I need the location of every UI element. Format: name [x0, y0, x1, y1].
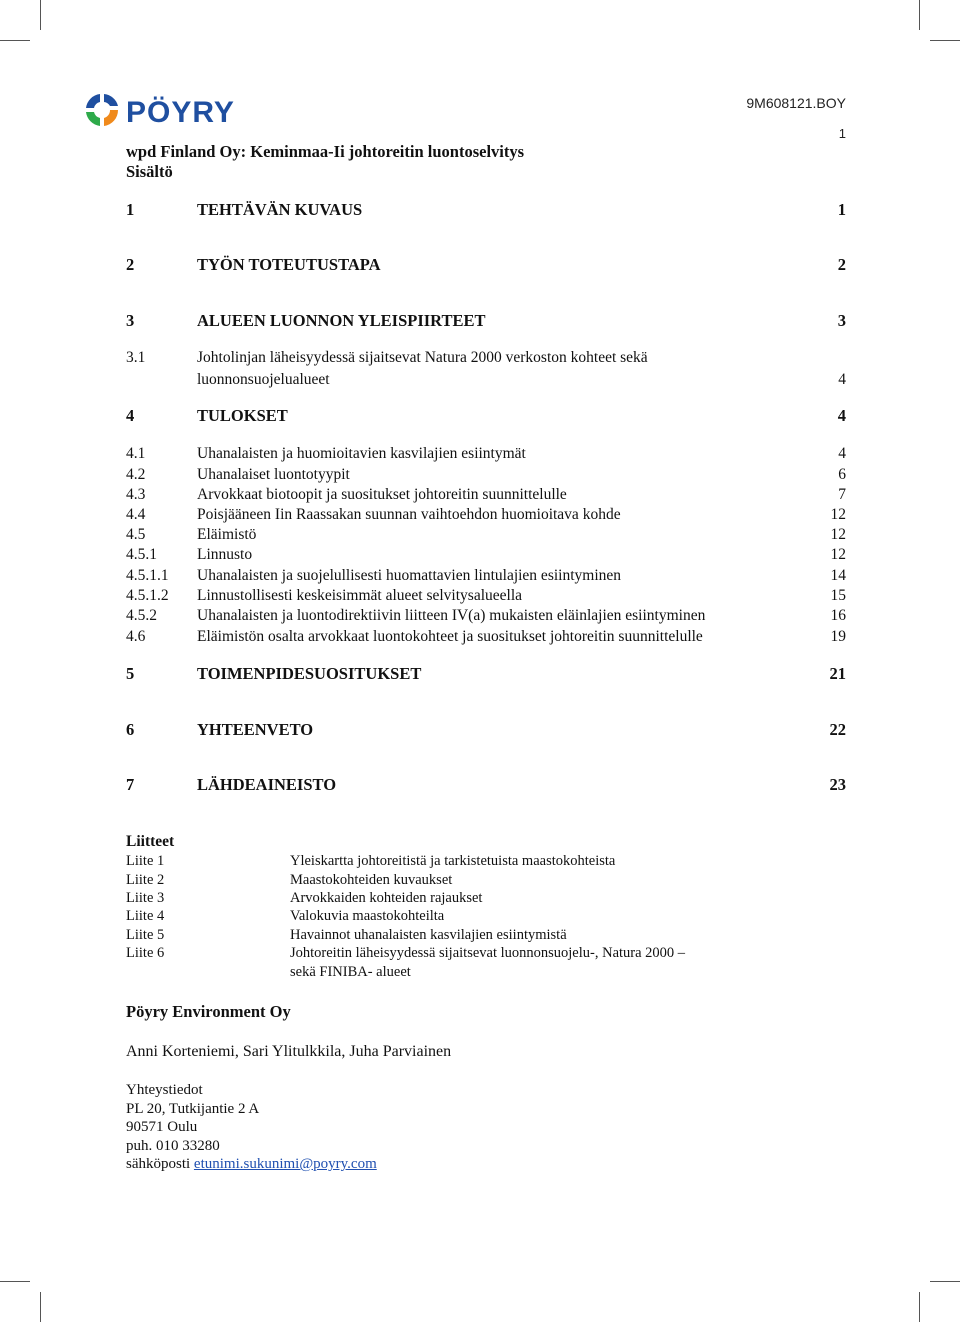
toc-number: 5	[126, 664, 135, 683]
toc-page: 12	[830, 506, 846, 523]
appendix-label: Liite 6	[126, 945, 165, 961]
toc-number: 3	[126, 311, 135, 330]
toc-number: 6	[126, 720, 135, 739]
toc-text: Poisjääneen Iin Raassakan suunnan vaihtoehdon huomioitava kohde	[197, 506, 621, 523]
svg-text:PÖYRY: PÖYRY	[126, 96, 235, 129]
toc-text: Arvokkaat biotoopit ja suositukset johtoreitin suunnittelulle	[197, 486, 567, 503]
crop-mark	[919, 1292, 920, 1322]
toc-text: Uhanalaisten ja suojelullisesti huomattavien lintulajien esiintyminen	[197, 567, 622, 584]
email-link[interactable]: etunimi.sukunimi@poyry.com	[193, 1156, 377, 1172]
appendix-description: Arvokkaiden kohteiden rajaukset	[290, 890, 483, 906]
appendix-description-continued: sekä FINIBA- alueet	[290, 964, 411, 980]
toc-text: Linnustollisesti keskeisimmät alueet selvitysalueella	[197, 587, 523, 604]
toc-number: 4.1	[126, 445, 146, 462]
toc-page: 7	[838, 486, 846, 503]
appendix-description: Valokuvia maastokohteilta	[290, 908, 445, 924]
toc-page: 16	[830, 607, 846, 624]
crop-mark	[0, 40, 30, 41]
toc-page: 4	[838, 445, 846, 462]
appendix-description: Johtoreitin läheisyydessä sijaitsevat luonnonsuojelu-, Natura 2000 –	[290, 945, 686, 961]
email-label: sähköposti	[126, 1156, 191, 1172]
document-title	[126, 142, 524, 182]
toc-text: TYÖN TOTEUTUSTAPA	[197, 255, 381, 274]
toc-text: Linnusto	[197, 546, 253, 563]
crop-mark	[930, 40, 960, 41]
title-line-2: Sisältö	[126, 162, 173, 181]
toc-entry[interactable]	[126, 348, 846, 390]
toc-text: ALUEEN LUONNON YLEISPIIRTEET	[197, 311, 486, 330]
authors: Anni Korteniemi, Sari Ylitulkkila, Juha Parviainen	[126, 1043, 452, 1060]
toc-number: 4	[126, 406, 135, 425]
phone: puh. 010 33280	[126, 1137, 220, 1154]
poyry-logo-mark	[82, 88, 282, 132]
title-line-1: wpd Finland Oy: Keminmaa-Ii johtoreitin luontoselvitys	[126, 142, 525, 161]
toc-number: 4.5.1.2	[126, 587, 169, 604]
toc-text: Eläimistön osalta arvokkaat luontokohteet ja suositukset johtoreitin suunnittelulle	[197, 628, 703, 645]
toc-page: 14	[830, 567, 846, 584]
toc-number: 4.2	[126, 466, 146, 483]
toc-page: 2	[837, 255, 846, 274]
appendix-description: Yleiskartta johtoreitistä ja tarkistetuista maastokohteista	[290, 853, 616, 869]
contact-block	[126, 1081, 377, 1174]
toc-text: Uhanalaisten ja huomioitavien kasvilajien esiintymät	[197, 445, 526, 462]
toc-number: 3.1	[126, 349, 146, 366]
appendix-label: Liite 4	[126, 908, 165, 924]
toc-page: 19	[830, 628, 846, 645]
toc-text: YHTEENVETO	[197, 720, 314, 739]
page-number: 1	[838, 126, 846, 141]
toc-text-continued: luonnonsuojelualueet	[197, 371, 330, 388]
toc-text: Eläimistö	[197, 526, 257, 543]
toc-number: 1	[126, 200, 135, 219]
toc-page: 12	[830, 526, 846, 543]
crop-mark	[0, 1281, 30, 1282]
toc-number: 4.5.1	[126, 546, 157, 563]
appendix-label: Liite 5	[126, 927, 165, 943]
crop-mark	[40, 1292, 41, 1322]
toc-number: 2	[126, 255, 135, 274]
toc-text: TULOKSET	[197, 406, 288, 425]
appendix-item	[126, 944, 766, 982]
toc-text: TOIMENPIDESUOSITUKSET	[197, 664, 422, 683]
appendix-label: Liite 3	[126, 890, 165, 906]
address-line-2: 90571 Oulu	[126, 1119, 198, 1135]
crop-mark	[40, 0, 41, 30]
appendix-description: Maastokohteiden kuvaukset	[290, 872, 453, 888]
crop-mark	[919, 0, 920, 30]
appendix-label: Liite 1	[126, 853, 165, 869]
toc-page: 12	[830, 546, 846, 563]
toc-page: 22	[829, 720, 846, 739]
contact-heading: Yhteystiedot	[126, 1082, 203, 1098]
toc-page: 1	[837, 200, 846, 219]
appendices-heading: Liitteet	[126, 833, 175, 850]
toc-number: 4.5	[126, 526, 146, 543]
crop-mark	[930, 1281, 960, 1282]
toc-text: Johtolinjan läheisyydessä sijaitsevat Natura 2000 verkoston kohteet sekä	[197, 349, 648, 366]
toc-page: 3	[837, 311, 846, 330]
toc-number: 4.5.2	[126, 607, 157, 624]
toc-page: 15	[830, 587, 846, 604]
toc-page: 23	[829, 775, 846, 794]
document-id: 9M608121.BOY	[746, 95, 846, 111]
toc-number: 4.6	[126, 628, 146, 645]
toc-page: 6	[838, 466, 846, 483]
email-line	[126, 1155, 377, 1174]
toc-page: 21	[829, 664, 846, 683]
toc-number: 7	[126, 775, 135, 794]
toc-text: LÄHDEAINEISTO	[197, 775, 337, 794]
toc-page: 4	[837, 406, 846, 425]
company-name: Pöyry Environment Oy	[126, 1002, 291, 1021]
poyry-logo	[82, 88, 282, 132]
toc-number: 4.5.1.1	[126, 567, 169, 584]
toc-page: 4	[838, 371, 846, 388]
appendix-label: Liite 2	[126, 872, 165, 888]
toc-text: TEHTÄVÄN KUVAUS	[197, 200, 363, 219]
toc-number: 4.3	[126, 486, 146, 503]
appendix-description: Havainnot uhanalaisten kasvilajien esiintymistä	[290, 927, 567, 943]
toc-number: 4.4	[126, 506, 146, 523]
toc-text: Uhanalaisten ja luontodirektiivin liitteen IV(a) mukaisten eläinlajien esiintyminen	[197, 607, 706, 624]
toc-text: Uhanalaiset luontotyypit	[197, 466, 350, 483]
address-line-1: PL 20, Tutkijantie 2 A	[126, 1100, 260, 1117]
